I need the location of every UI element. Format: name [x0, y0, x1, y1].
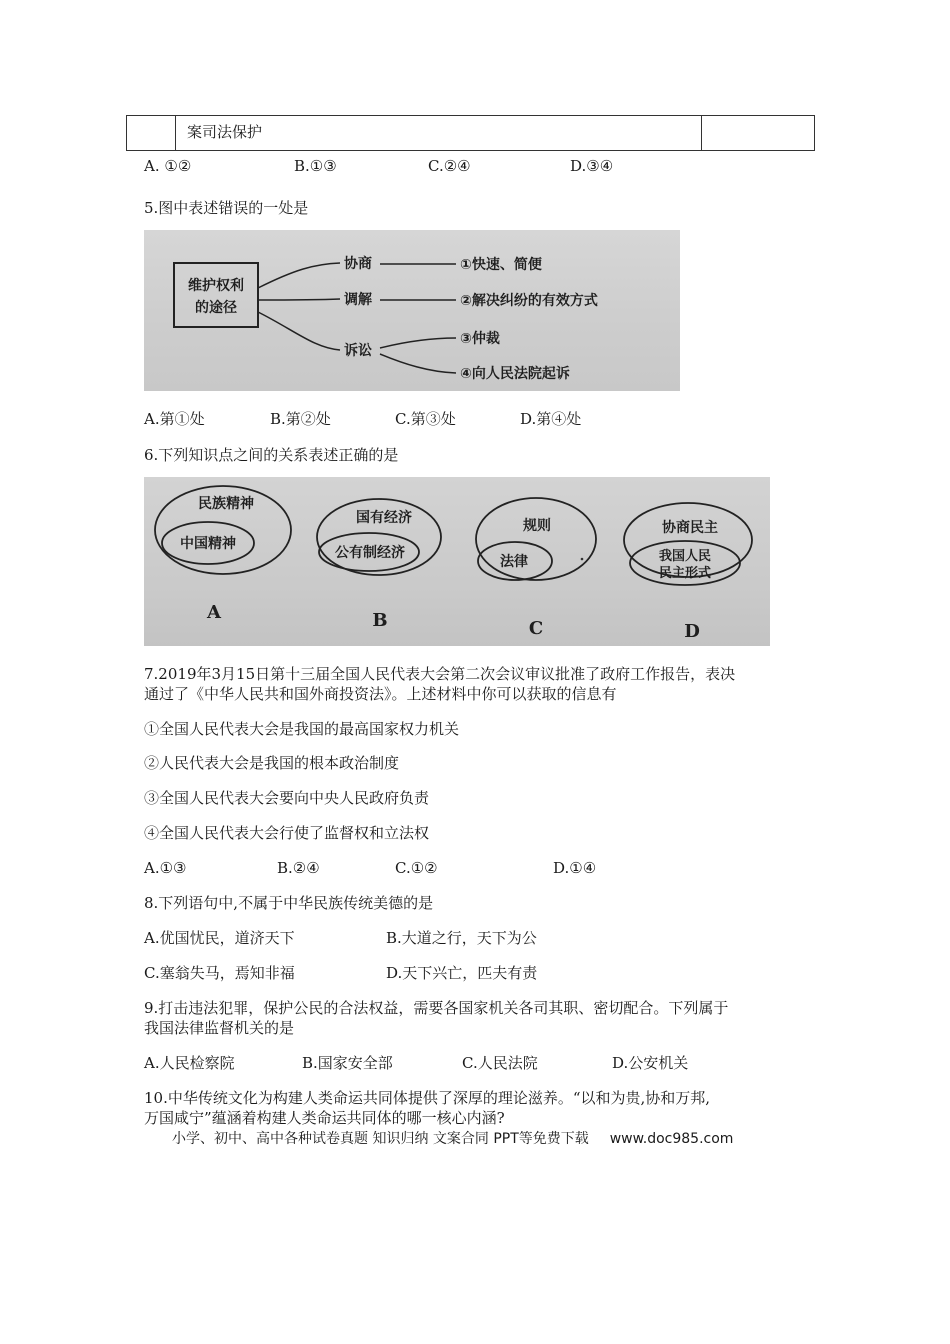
q5-option-d: D.第④处 — [520, 410, 582, 428]
q4-option-d: D.③④ — [570, 157, 614, 175]
q6-d-outer: 协商民主 — [662, 520, 718, 536]
q5-root-line2: 的途径 — [195, 300, 237, 316]
q4-option-c: C.②④ — [428, 157, 471, 175]
q5-stem: 5.图中表述错误的一处是 — [144, 199, 309, 217]
q4-option-a: A. ①② — [144, 157, 192, 175]
q6-a-outer: 民族精神 — [198, 496, 254, 512]
table-divider — [701, 116, 702, 150]
q7-stem-line2: 通过了《中华人民共和国外商投资法》。上述材料中你可以获取的信息有 — [144, 685, 617, 703]
q6-c-outer: 规则 — [523, 518, 551, 534]
q9-option-d: D.公安机关 — [612, 1054, 689, 1072]
q5-leaf-4: ④向人民法院起诉 — [460, 366, 570, 382]
q8-option-d: D.天下兴亡，匹夫有责 — [386, 964, 538, 982]
table-fragment — [126, 115, 815, 151]
q7-stem-line1: 7.2019年3月15日第十三届全国人民代表大会第二次会议审议批准了政府工作报告，表决 — [144, 665, 736, 683]
q5-diagram — [144, 230, 680, 391]
q5-option-b: B.第②处 — [270, 410, 331, 428]
q6-d-inner-line2: 民主形式 — [658, 566, 712, 581]
q6-stem: 6.下列知识点之间的关系表述正确的是 — [144, 446, 399, 464]
q6-c-inner: 法律 — [500, 554, 528, 570]
q7-option-d: D.①④ — [553, 859, 597, 877]
q9-stem-line2: 我国法律监督机关的是 — [144, 1019, 295, 1037]
q6-label-d: D — [684, 621, 700, 642]
q5-option-c: C.第③处 — [395, 410, 456, 428]
q8-option-c: C.塞翁失马，焉知非福 — [144, 964, 295, 982]
q6-b-inner: 公有制经济 — [335, 545, 405, 561]
q5-branch-2: 调解 — [344, 292, 372, 308]
q6-label-b: B — [372, 610, 388, 631]
q6-diagram — [144, 477, 770, 646]
q9-stem-line1: 9.打击违法犯罪，保护公民的合法权益，需要各国家机关各司其职、密切配合。下列属于 — [144, 999, 729, 1017]
q8-option-a: A.优国忧民，道济天下 — [144, 929, 295, 947]
table-cell: 案司法保护 — [187, 123, 263, 141]
q7-item-4: ④全国人民代表大会行使了监督权和立法权 — [144, 824, 430, 842]
q7-item-3: ③全国人民代表大会要向中央人民政府负责 — [144, 789, 430, 807]
q5-branch-1: 协商 — [344, 256, 372, 272]
footer-text: 小学、初中、高中各种试卷真题 知识归纳 文案合同 PPT等免费下载 — [172, 1131, 589, 1147]
q8-stem: 8.下列语句中,不属于中华民族传统美德的是 — [144, 894, 434, 912]
q5-leaf-1: ①快速、简便 — [460, 257, 542, 273]
footer — [172, 1128, 733, 1148]
q7-option-b: B.②④ — [277, 859, 320, 877]
q7-item-1: ①全国人民代表大会是我国的最高国家权力机关 — [144, 720, 460, 738]
q9-option-c: C.人民法院 — [462, 1054, 538, 1072]
q5-branch-3: 诉讼 — [344, 343, 372, 359]
q9-option-b: B.国家安全部 — [302, 1054, 393, 1072]
q5-option-a: A.第①处 — [144, 410, 205, 428]
q6-d-inner-line1: 我国人民 — [658, 549, 712, 564]
q7-option-a: A.①③ — [144, 859, 187, 877]
q9-option-a: A.人民检察院 — [144, 1054, 235, 1072]
q6-label-a: A — [207, 602, 221, 623]
q7-item-2: ②人民代表大会是我国的根本政治制度 — [144, 754, 400, 772]
q7-option-c: C.①② — [395, 859, 438, 877]
q5-leaf-2: ②解决纠纷的有效方式 — [460, 293, 598, 309]
q10-stem-line1: 10.中华传统文化为构建人类命运共同体提供了深厚的理论滋养。“以和为贵,协和万邦, — [144, 1089, 711, 1107]
footer-url[interactable]: www.doc985.com — [609, 1131, 734, 1147]
q6-b-outer: 国有经济 — [356, 510, 412, 526]
q4-option-b: B.①③ — [294, 157, 337, 175]
q8-option-b: B.大道之行，天下为公 — [386, 929, 537, 947]
q5-leaf-3: ③仲裁 — [460, 331, 500, 347]
table-divider — [175, 116, 176, 150]
q6-label-c: C — [528, 618, 544, 639]
q10-stem-line2: 万国咸宁”蕴涵着构建人类命运共同体的哪一核心内涵? — [144, 1109, 505, 1127]
q5-root-line1: 维护权利 — [188, 278, 244, 294]
q6-a-inner: 中国精神 — [180, 536, 236, 552]
